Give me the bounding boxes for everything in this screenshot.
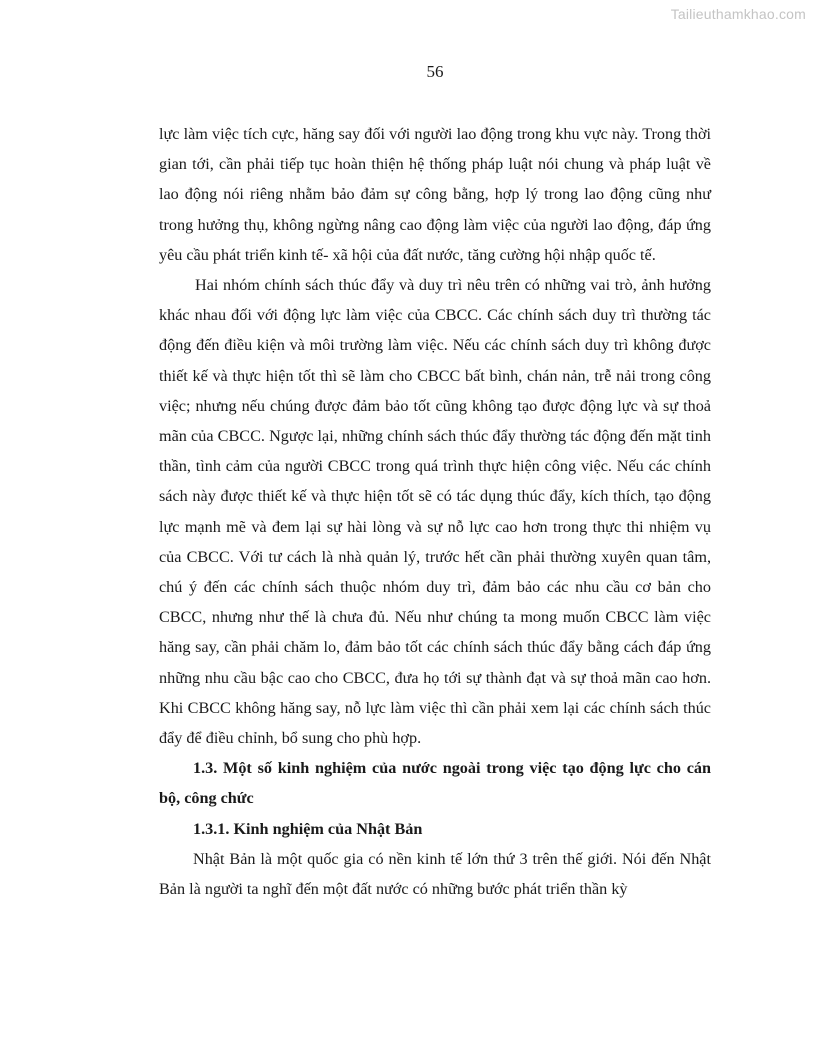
paragraph-japan-intro: Nhật Bản là một quốc gia có nền kinh tế lớn thứ 3 trên thế giới. Nói đến Nhật Bản là người ta nghĩ đến một đất nước có những bước phát triển thần kỳ bbox=[159, 849, 711, 899]
page-number: 56 bbox=[426, 62, 444, 81]
document-body bbox=[159, 119, 711, 904]
paragraph-policy-groups: Hai nhóm chính sách thúc đẩy và duy trì nêu trên có những vai trò, ảnh hưởng khác nhau đối với động lực làm việc của CBCC. Các chính sách duy trì thường tác động đến điều kiện và môi trường làm việc. Nếu các chính sách duy trì không được thiết kế và thực hiện tốt thì sẽ làm cho CBCC bất bình, chán nản, trễ nải trong công việc; nhưng nếu chúng được đảm bảo tốt cũng không tạo được động lực và sự thoả mãn của CBCC. Ngược lại, những chính sách thúc đẩy thường tác động đến mặt tinh thần, tình cảm của người CBCC trong quá trình thực hiện công việc. Nếu các chính sách này được thiết kế và thực hiện tốt sẽ có tác dụng thúc đẩy, kích thích, tạo động lực mạnh mẽ và đem lại sự hài lòng và sự nỗ lực cao hơn trong thực thi nhiệm vụ của CBCC. Với tư cách là nhà quản lý, trước hết cần phải thường xuyên quan tâm, chú ý đến các chính sách thuộc nhóm duy trì, đảm bảo các nhu cầu cơ bản cho CBCC, nhưng như thế là chưa đủ. Nếu như chúng ta mong muốn CBCC làm việc hăng say, cần phải chăm lo, đảm bảo tốt các chính sách thúc đẩy bằng cách đáp ứng những nhu cầu bậc cao cho CBCC, đưa họ tới sự thành đạt và sự thoả mãn cao hơn. Khi CBCC không hăng say, nỗ lực làm việc thì cần phải xem lại các chính sách thúc đẩy để điều chỉnh, bổ sung cho phù hợp. bbox=[159, 276, 711, 748]
watermark-text: Tailieuthamkhao.com bbox=[670, 6, 806, 22]
paragraph-continuation: lực làm việc tích cực, hăng say đối với người lao động trong khu vực này. Trong thời gian tới, cần phải tiếp tục hoàn thiện hệ thống pháp luật nói chung và pháp luật về lao động nói riêng nhằm bảo đảm sự công bằng, hợp lý trong lao động cũng như trong hưởng thụ, không ngừng nâng cao động làm việc của người lao động, đáp ứng yêu cầu phát triển kinh tế- xã hội của đất nước, tăng cường hội nhập quốc tế. bbox=[159, 125, 711, 264]
section-heading: 1.3. Một số kinh nghiệm của nước ngoài trong việc tạo động lực cho cán bộ, công chức bbox=[159, 759, 711, 808]
subsection-heading: 1.3.1. Kinh nghiệm của Nhật Bản bbox=[193, 819, 423, 838]
